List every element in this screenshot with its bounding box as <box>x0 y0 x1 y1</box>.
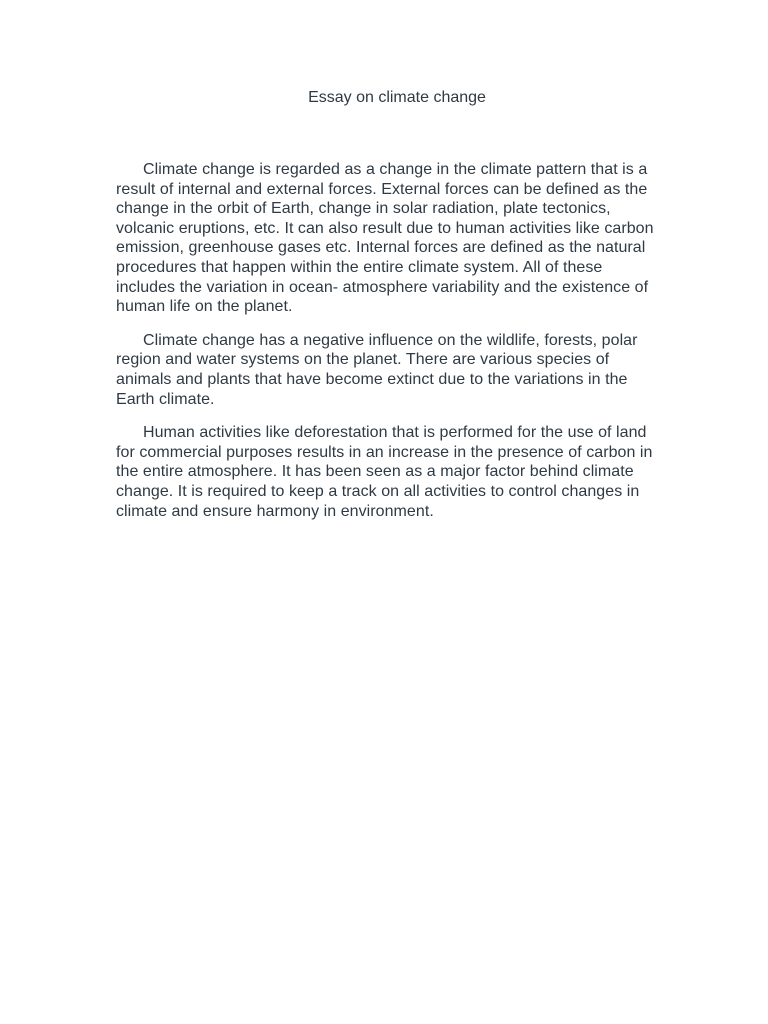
paragraph-3: Human activities like deforestation that is performed for the use of land for commercial purposes results in an increase in the presence of carbon in the entire atmosphere. It has been seen as a major factor behind climate change. It is required to keep a track on all activities to control changes in climate and ensure harmony in environment. <box>116 424 653 520</box>
paragraph-2: Climate change has a negative influence on the wildlife, forests, polar region and water systems on the planet. There are various species of animals and plants that have become extinct due to the variations in the Earth climate. <box>116 331 638 408</box>
paragraph-1: Climate change is regarded as a change in the climate pattern that is a result of internal and external forces. External forces can be defined as the change in the orbit of Earth, change in solar radiation, plate tectonics, volcanic eruptions, etc. It can also result due to human activities like carbon emission, greenhouse gases etc. Internal forces are defined as the natural procedures that happen within the entire climate system. All of these includes the variation in ocean- atmosphere variability and the existence of human life on the planet. <box>116 161 654 316</box>
document-body <box>116 160 656 535</box>
document-title: Essay on climate change <box>308 89 486 106</box>
